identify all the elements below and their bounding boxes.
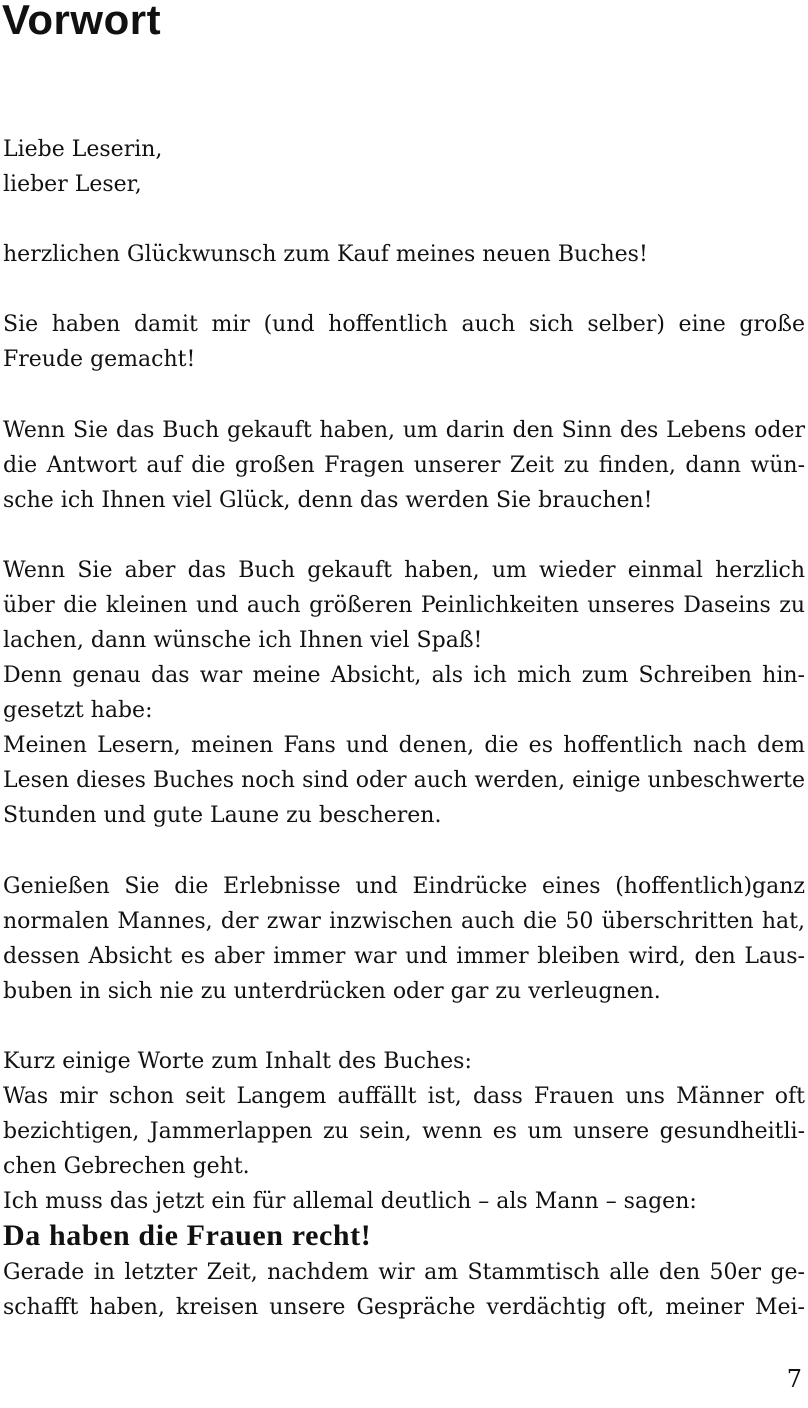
text-line: Kurz einige Worte zum Inhalt des Buches:: [3, 1049, 472, 1074]
text-line: Lesen dieses Buches noch sind oder auch werden, einige unbeschwerte: [3, 768, 805, 793]
text-line: die Antwort auf die großen Fragen unserer Zeit zu finden, dann wün-: [3, 453, 805, 478]
text-line: buben in sich nie zu unterdrücken oder gar zu verleugnen.: [3, 979, 661, 1004]
text-line: Meinen Lesern, meinen Fans und denen, die es hoffentlich nach dem: [3, 733, 805, 758]
page-title: Vorwort: [2, 0, 162, 43]
text-line: Stunden und gute Laune zu bescheren.: [3, 803, 442, 828]
text-line: Wenn Sie aber das Buch gekauft haben, um wieder einmal herzlich: [3, 558, 805, 583]
text-line: Sie haben damit mir (und hoffentlich auch sich selber) eine große: [3, 312, 805, 337]
text-line: Genießen Sie die Erlebnisse und Eindrücke eines (hoffentlich)ganz: [3, 874, 805, 899]
text-line: chen Gebrechen geht.: [3, 1154, 250, 1179]
text-line: bezichtigen, Jammerlappen zu sein, wenn es um unsere gesundheitli-: [3, 1119, 805, 1144]
text-line: Was mir schon seit Langem auffällt ist, dass Frauen uns Männer oft: [3, 1084, 805, 1109]
text-line: herzlichen Glückwunsch zum Kauf meines neuen Buches!: [3, 242, 648, 267]
text-line: sche ich Ihnen viel Glück, denn das werden Sie brauchen!: [3, 488, 653, 513]
text-line: Wenn Sie das Buch gekauft haben, um darin den Sinn des Lebens oder: [3, 418, 805, 443]
text-line: Liebe Leserin,: [3, 137, 163, 162]
page-number: 7: [786, 1365, 802, 1393]
text-line: gesetzt habe:: [3, 698, 153, 723]
text-line: Freude gemacht!: [3, 347, 196, 372]
text-line: lachen, dann wünsche ich Ihnen viel Spaß!: [3, 628, 483, 653]
text-line: schafft haben, kreisen unsere Gespräche verdächtig oft, meiner Mei-: [3, 1295, 805, 1320]
text-line: Gerade in letzter Zeit, nachdem wir am Stammtisch alle den 50er ge-: [3, 1260, 805, 1285]
text-line: über die kleinen und auch größeren Peinlichkeiten unseres Daseins zu: [3, 593, 805, 618]
text-line: dessen Absicht es aber immer war und immer bleiben wird, den Laus-: [3, 944, 805, 969]
emphasis-heading: Da haben die Frauen recht!: [3, 1219, 372, 1252]
text-line: Denn genau das war meine Absicht, als ich mich zum Schreiben hin-: [3, 663, 805, 688]
text-line: Ich muss das jetzt ein für allemal deutlich – als Mann – sagen:: [3, 1189, 697, 1214]
text-line: normalen Mannes, der zwar inzwischen auch die 50 überschritten hat,: [3, 909, 805, 934]
text-line: lieber Leser,: [3, 172, 142, 197]
